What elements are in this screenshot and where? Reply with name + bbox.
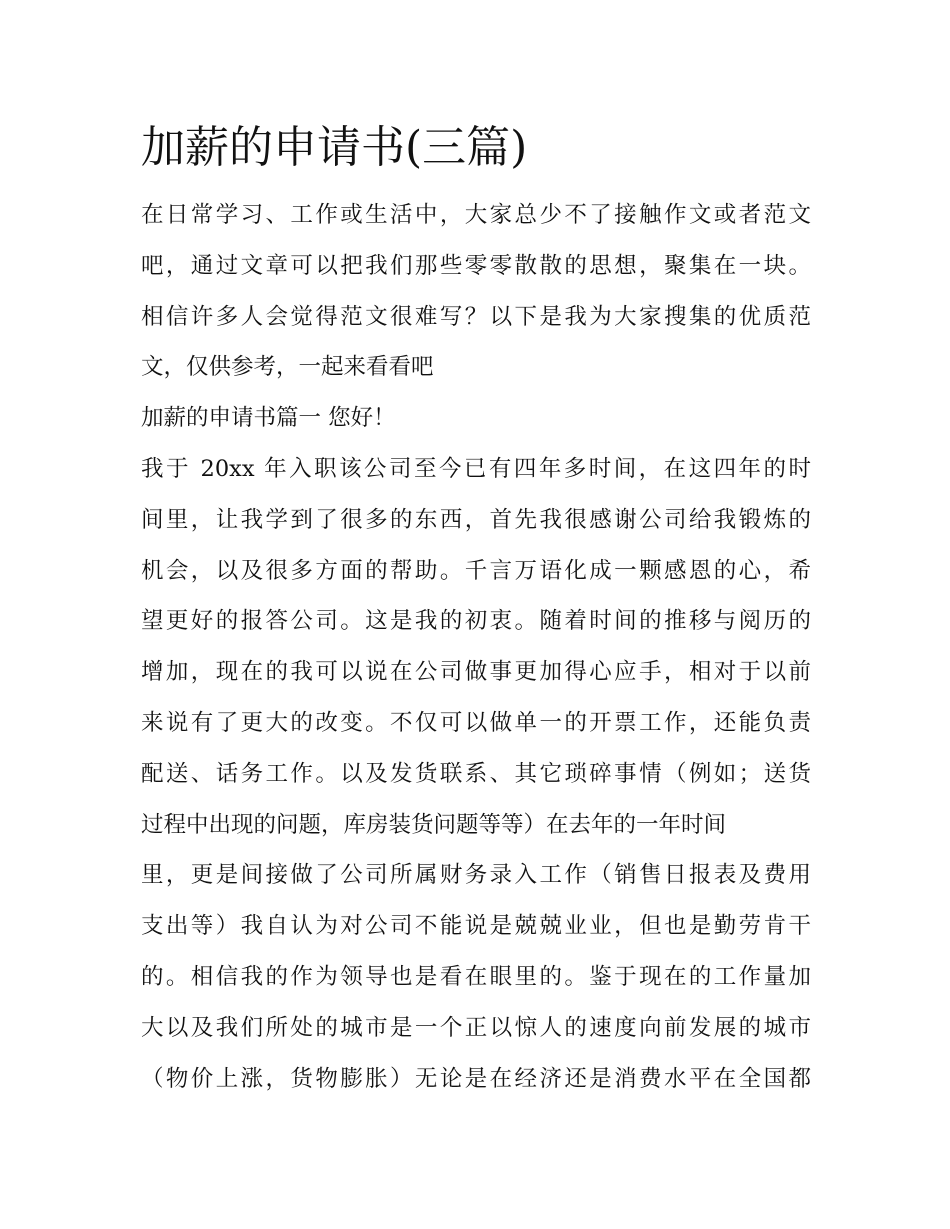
paragraph-line: 望更好的报答公司。这是我的初衷。随着时间的推移与阅历的 [141,608,811,635]
paragraph-line: 配送、话务工作。以及发货联系、其它琐碎事情（例如；送货 [141,760,811,787]
paragraph-line: 来说有了更大的改变。不仅可以做单一的开票工作，还能负责 [141,709,811,736]
paragraph-line: 支出等）我自认为对公司不能说是兢兢业业，但也是勤劳肯干 [141,913,811,940]
paragraph-line: 增加，现在的我可以说在公司做事更加得心应手，相对于以前 [141,659,811,686]
paragraph-line: 过程中出现的问题，库房装货问题等等）在去年的一年时间 [141,811,727,838]
paragraph-line: 间里，让我学到了很多的东西，首先我很感谢公司给我锻炼的 [141,506,811,533]
paragraph-line: （物价上涨，货物膨胀）无论是在经济还是消费水平在全国都 [141,1065,811,1092]
paragraph-line: 大以及我们所处的城市是一个正以惊人的速度向前发展的城市 [141,1014,811,1041]
paragraph-line: 机会，以及很多方面的帮助。千言万语化成一颗感恩的心，希 [141,557,811,584]
paragraph-line: 吧，通过文章可以把我们那些零零散散的思想，聚集在一块。 [141,252,811,279]
paragraph-line: 文，仅供参考，一起来看看吧 [141,354,434,381]
paragraph-line: 在日常学习、工作或生活中，大家总少不了接触作文或者范文 [141,202,811,228]
document-body [141,112,821,1104]
document-title: 加薪的申请书(三篇) [141,122,528,173]
paragraph-line: 相信许多人会觉得范文很难写？以下是我为大家搜集的优质范 [141,303,811,330]
paragraph-line: 里，更是间接做了公司所属财务录入工作（销售日报表及费用 [141,862,811,889]
section-heading-line: 加薪的申请书篇一 您好！ [141,405,396,432]
paragraph-line: 的。相信我的作为领导也是看在眼里的。鉴于现在的工作量加 [141,963,811,990]
paragraph-line: 我于 20xx 年入职该公司至今已有四年多时间，在这四年的时 [141,455,811,482]
